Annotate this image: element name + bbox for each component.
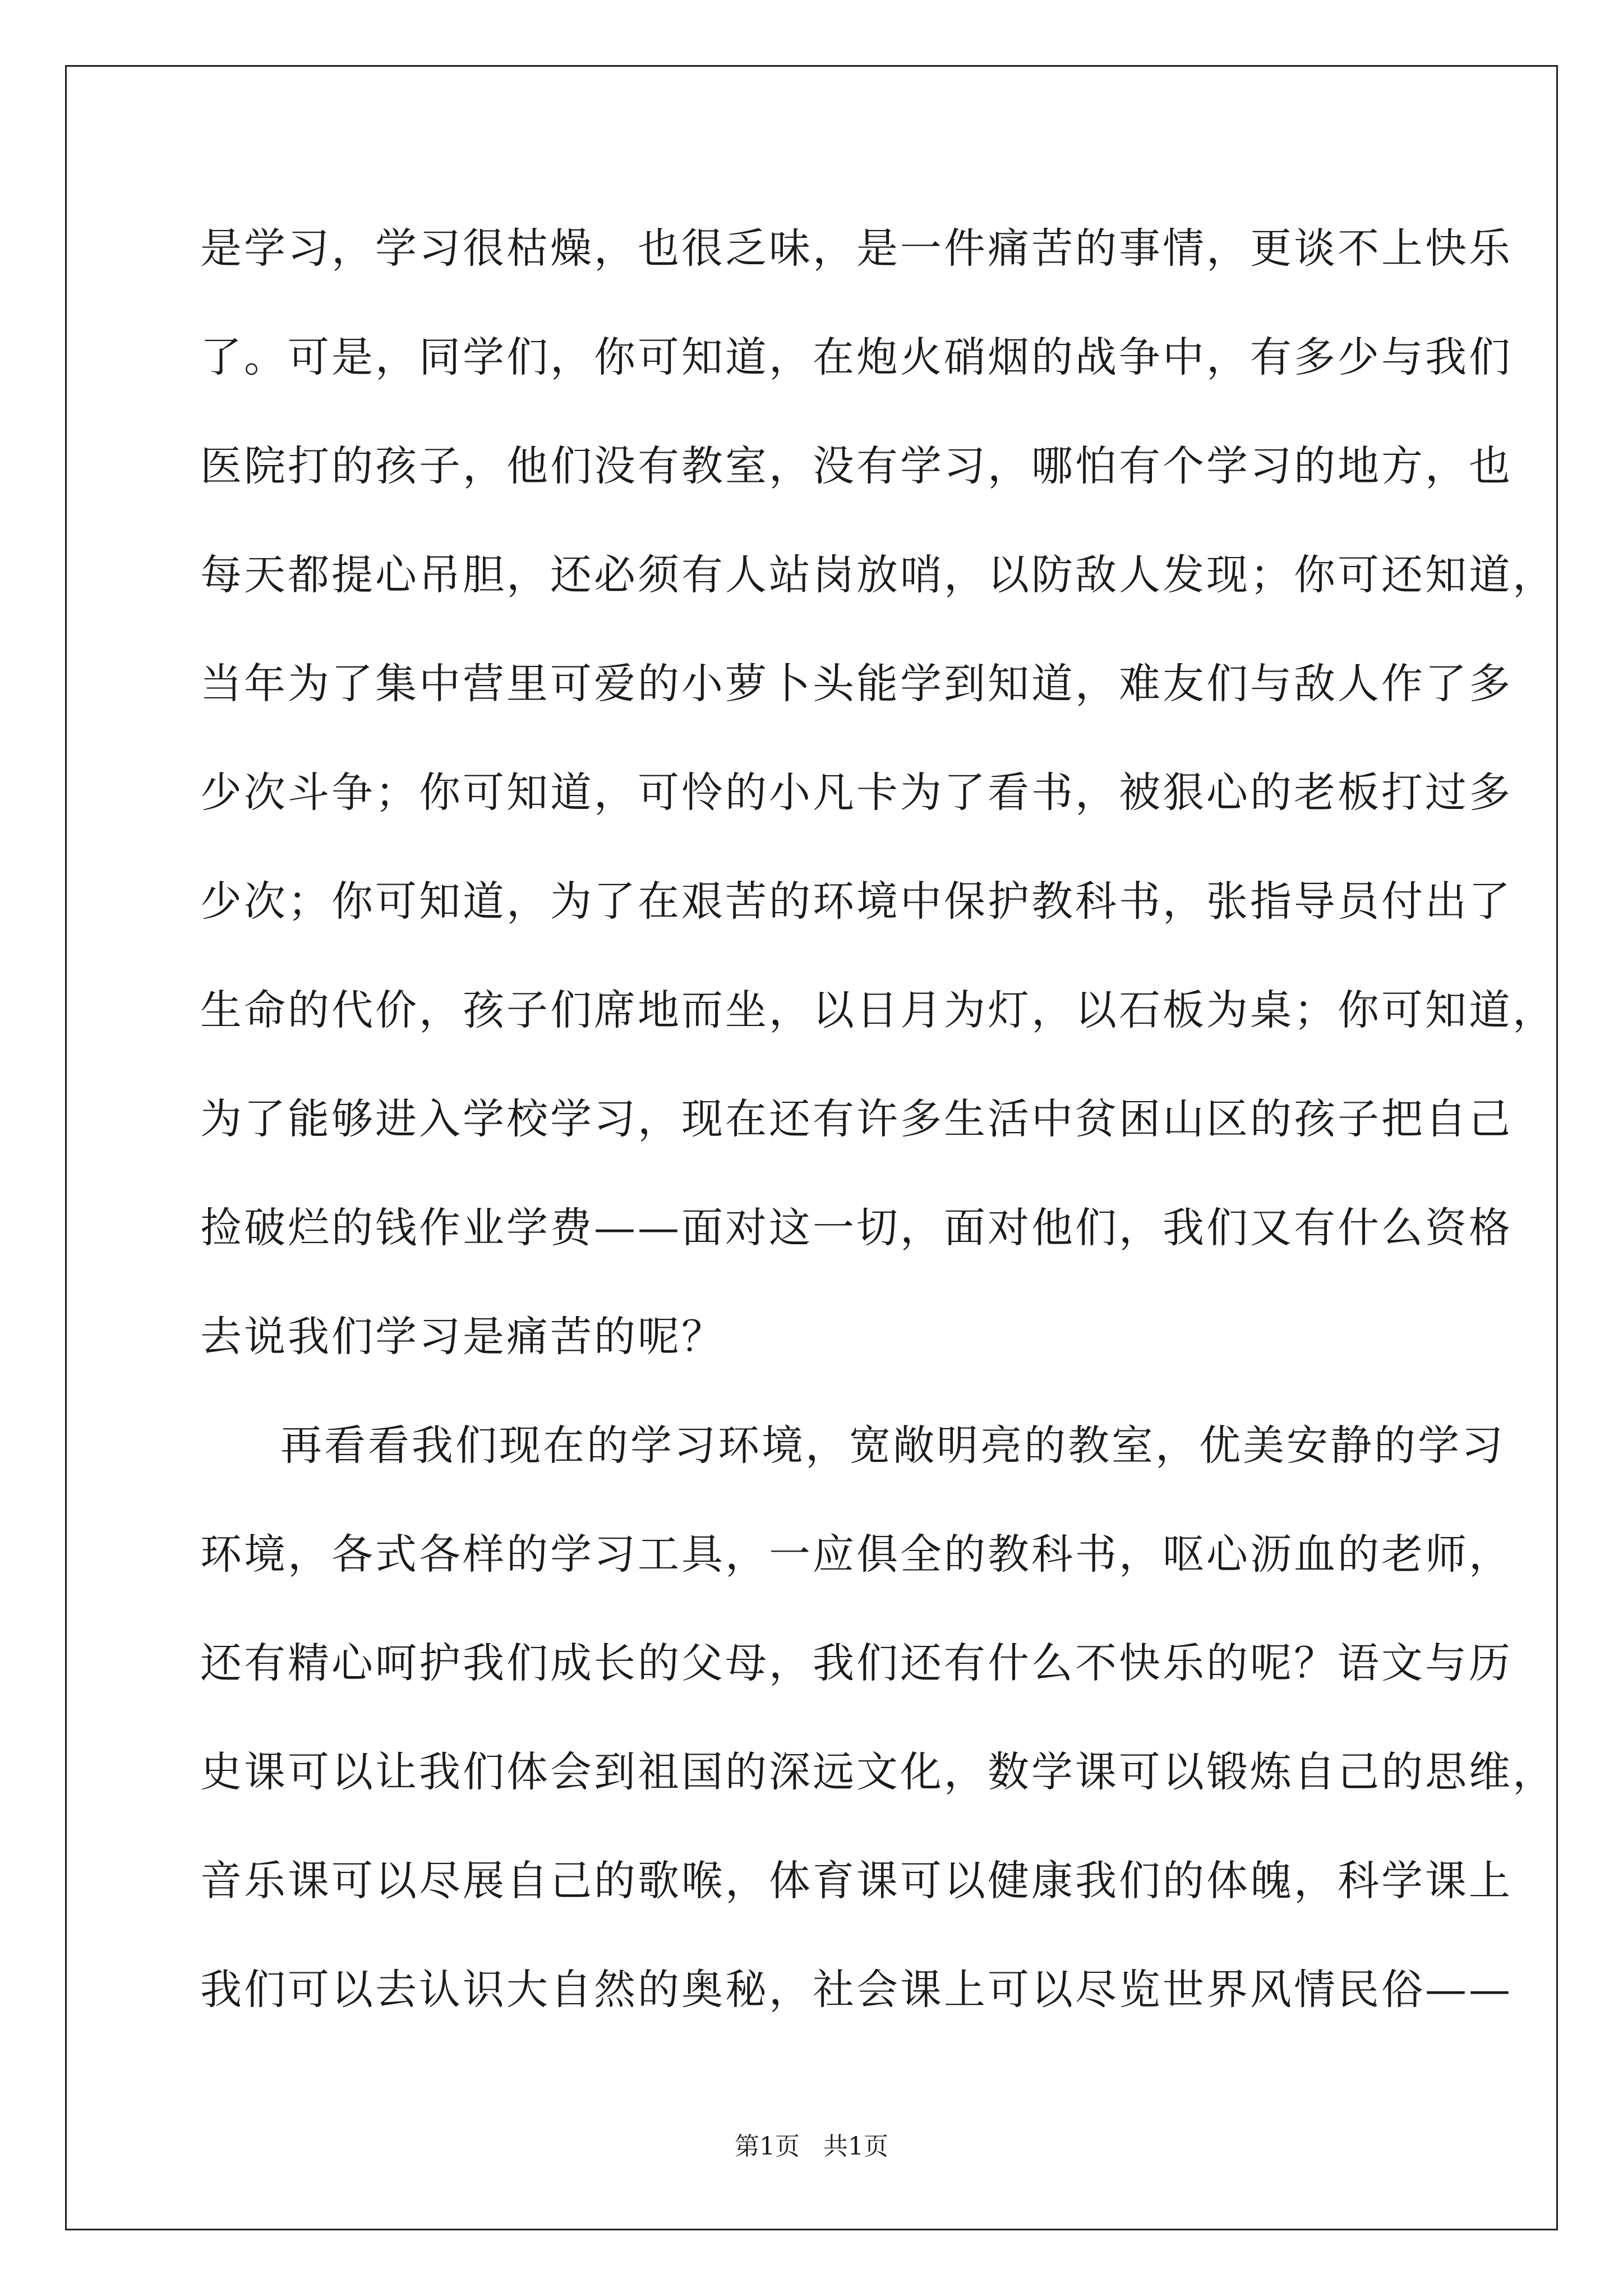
text-line: 是学习，学习很枯燥，也很乏味，是一件痛苦的事情，更谈不上快乐 — [200, 224, 1513, 273]
text-line: 生命的代价，孩子们席地而坐，以日月为灯，以石板为桌；你可知道， — [200, 986, 1556, 1034]
text-line: 为了能够进入学校学习，现在还有许多生活中贫困山区的孩子把自己 — [200, 1095, 1513, 1143]
paragraph-first-line: 再看看我们现在的学习环境，宽敞明亮的教室，优美安静的学习 — [280, 1421, 1505, 1470]
text-line: 音乐课可以尽展自己的歌喉，体育课可以健康我们的体魄，科学课上 — [200, 1857, 1513, 1905]
page-number-footer: 第1页 共1页 — [735, 2132, 888, 2161]
text-line: 当年为了集中营里可爱的小萝卜头能学到知道，难友们与敌人作了多 — [200, 660, 1513, 708]
text-line: 捡破烂的钱作业学费——面对这一切，面对他们，我们又有什么资格 — [200, 1204, 1513, 1252]
text-line: 我们可以去认识大自然的奥秘，社会课上可以尽览世界风情民俗—— — [200, 1966, 1513, 2014]
text-line: 少次；你可知道，为了在艰苦的环境中保护教科书，张指导员付出了 — [200, 877, 1513, 926]
text-line: 医院打的孩子，他们没有教室，没有学习，哪怕有个学习的地方，也 — [200, 442, 1513, 490]
text-line: 每天都提心吊胆，还必须有人站岗放哨，以防敌人发现；你可还知道， — [200, 551, 1556, 599]
text-line: 去说我们学习是痛苦的呢？ — [200, 1313, 725, 1361]
text-line: 少次斗争；你可知道，可怜的小凡卡为了看书，被狠心的老板打过多 — [200, 769, 1513, 817]
text-line: 史课可以让我们体会到祖国的深远文化，数学课可以锻炼自己的思维， — [200, 1748, 1556, 1796]
page-border — [65, 65, 1558, 2230]
text-line: 了。可是，同学们，你可知道，在炮火硝烟的战争中，有多少与我们 — [200, 333, 1513, 381]
text-line: 环境，各式各样的学习工具，一应俱全的教科书，呕心沥血的老师， — [200, 1530, 1513, 1579]
text-line: 还有精心呵护我们成长的父母，我们还有什么不快乐的呢？语文与历 — [200, 1639, 1513, 1687]
